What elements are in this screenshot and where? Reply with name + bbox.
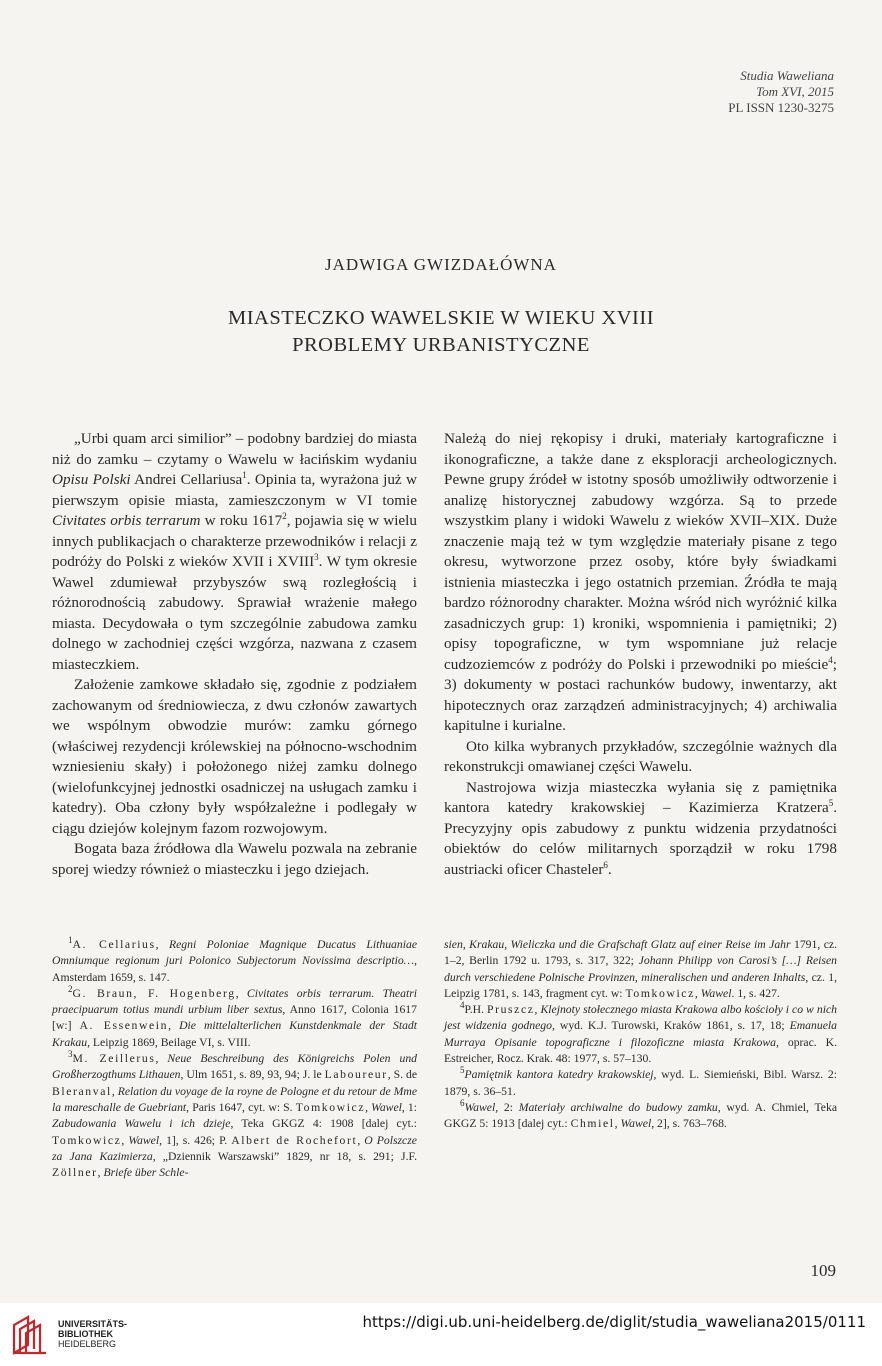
footnote-ref[interactable]: 5 — [828, 797, 834, 808]
right-column — [444, 429, 837, 880]
digitization-footer — [0, 1303, 882, 1366]
footnote-ref[interactable]: 6 — [603, 859, 608, 870]
paragraph: Bogata baza źródłowa dla Wawelu pozwala na zebranie sporej wiedzy również o miasteczku i jego dziejach. — [52, 840, 417, 878]
paragraph: „Urbi quam arci similior” – podobny bardziej do miasta niż do zamku – czytamy o Wawelu w łacińskim wydaniu Opisu Polski Andrei Cellariusa$^1$. Opinia ta, wyrażona już w pierwszym opisie miasta, zamieszczonym w VI tomie Civitates orbis terrarum w roku 1617$^2$, pojawia się w wielu innych publikacjach o charakterze przewodników i relacji z podróży do Polski z wieków XVII i XVIII$^3$. W tym okresie Wawel zdumiewał przybyszów swą rozległością i różnorodnością zabudowy. Sprawiał wrażenie małego miasta. Decydowała o tym szczególnie zabudowa zamku dolnego w zachodniej części wzgórza, nazwana z czasem miasteczkiem. — [52, 430, 417, 673]
paragraph: Oto kilka wybranych przykładów, szczególnie ważnych dla rekonstrukcji omawianej części Wawelu. — [444, 737, 837, 775]
journal-volume: Tom XVI, 2015 — [756, 84, 834, 99]
footnote: $^5$Pamiętnik kantora katedry krakowskiej, wyd. L. Siemieński, Bibl. Warsz. 2: 1879, s. 36–51. — [444, 1065, 837, 1098]
footnote: $^1$A. Cellarius, Regni Poloniae Magnique Ducatus Lithuaniae Omniumque regionum juri Polonico Subjectorum Novissima descriptio…, Amsterdam 1659, s. 147. — [52, 935, 418, 984]
footnote-continued: sien, Krakau, Wieliczka und die Grafschaft Glatz auf einer Reise im Jahr 1791, cz. 1–2, Berlin 1792 u. 1793, s. 317, 322; Johann Philipp von Carosi’s […] Reisen durch verschiedene Polnische Provinzen, mineralischen und anderen Inhalts, cz. 1, Leipzig 1781, s. 143, fragment cyt. w: Tomkowicz, Wawel. 1, s. 427. — [444, 938, 838, 1000]
permalink-url[interactable]: https://digi.ub.uni-heidelberg.de/diglit/studia_waweliana2015/0111 — [362, 1313, 866, 1331]
library-logo-icon[interactable] — [10, 1313, 52, 1357]
author-name: JADWIGA GWIZDAŁÓWNA — [325, 255, 557, 274]
journal-name: Studia Waweliana — [740, 68, 834, 83]
footnote-ref[interactable]: 1 — [242, 469, 247, 480]
footnote-ref[interactable]: 2 — [282, 510, 287, 521]
paragraph: Nastrojowa wizja miasteczka wyłania się z pamiętnika kantora katedry krakowskiej – Kazimierza Kratzera$^5$. Precyzyjny opis zabudowy z punktu widzenia przydatności obiektów do celów militarnych sporządził w roku 1798 austriacki oficer Chasteler$^6$. — [444, 778, 837, 878]
left-column — [52, 429, 417, 880]
footnote: $^3$M. Zeillerus, Neue Beschreibung des Königreichs Polen und Großherzogthums Lithauen, Ulm 1651, s. 89, 93, 94; J. le Laboureur, S. de Bleranval, Relation du voyage de la royne de Pologne et du retour de Mme la mareschalle de Guebriant, Paris 1647, cyt. w: S. Tomkowicz, Wawel, 1: Zabudowania Wawelu i ich dzieje, Teka GKGZ 4: 1908 [dalej cyt.: Tomkowicz, Wawel, 1], s. 426; P. Albert de Rochefort, O Polszcze za Jana Kazimierza, „Dziennik Warszawski” 1829, nr 18, s. 291; J.F. Zöllner, Briefe über Schle- — [52, 1049, 418, 1180]
footnote: $^6$Wawel, 2: Materiały archiwalne do budowy zamku, wyd. A. Chmiel, Teka GKGZ 5: 1913 [dalej cyt.: Chmiel, Wawel, 2], s. 763–768. — [444, 1098, 838, 1131]
library-name[interactable]: UNIVERSITÄTS- BIBLIOTHEK HEIDELBERG — [58, 1319, 128, 1349]
journal-issn: PL ISSN 1230-3275 — [728, 100, 834, 115]
paragraph: Założenie zamkowe składało się, zgodnie z podziałem zachowanym od średniowiecza, z dwu członów zawartych we wspólnym obwodzie murów: zamku górnego (właściwej rezydencji królewskiej na północno-wschodnim wzniesieniu skały) i położonego niżej zamku dolnego (wielofunkcyjnej jednostki osadniczej na usługach zamku i katedry). Oba człony były współzależne i podlegały w ciągu dziejów kolejnym fazom rozwojowym. — [52, 676, 417, 837]
footnote: $^2$G. Braun, F. Hogenberg, Civitates orbis terrarum. Theatri praecipuarum totius mundi urbium liber sextus, Anno 1617, Colonia 1617 [w:] A. Essenwein, Die mittelalterlichen Kunstdenkmale der Stadt Krakau, Leipzig 1869, Beilage VI, s. VIII. — [52, 984, 417, 1049]
footnotes-right — [444, 937, 837, 1133]
footnote-ref[interactable]: 4 — [828, 654, 833, 665]
title-line-2: PROBLEMY URBANISTYCZNE — [292, 334, 590, 356]
footnote: $^4$P.H. Pruszcz, Klejnoty stołecznego miasta Krakowa albo kościoły i co w nich jest widzenia godnego, wyd. K.J. Turowski, Kraków 1861, s. 17, 18; Emanuela Murraya Opisanie topograficzne i filozoficzne miasta Krakowa, oprac. K. Estreicher, Rocz. Krak. 48: 1977, s. 57–130. — [444, 1000, 837, 1066]
page-number: 109 — [810, 1261, 836, 1280]
footnotes-left — [52, 937, 417, 1181]
paragraph: Należą do niej rękopisy i druki, materiały kartograficzne i ikonograficzne, a także dane z eksploracji archeologicznych. Pewne grupy źródeł w istotny sposób umożliwiły odtworzenie i analizę historycznej zabudowy wzgórza. Są to przede wszystkim plany i widoki Wawelu z wieków XVII–XIX. Duże znaczenie mają też w tym względzie materiały pisane z tego okresu, wytworzone przez osoby, które były świadkami istnienia miasteczka i jego ostatnich przemian. Źródła te mają bardzo różnorodny charakter. Można wśród nich wyróżnić kilka zasadniczych grup: 1) kroniki, wspomnienia i pamiętniki; 2) opisy topograficzne, w tym wspomniane już relacje cudzoziemców z podróży do Polski i przewodniki po mieście$^4$; 3) dokumenty w postaci rachunków budowy, inwentarzy, akt hipotecznych oraz zarządzeń administracyjnych; 4) archiwalia kapitulne i kurialne. — [444, 430, 837, 734]
title-line-1: MIASTECZKO WAWELSKIE W WIEKU XVIII — [227, 307, 655, 329]
article-title — [0, 305, 882, 359]
journal-header — [728, 68, 834, 116]
footnote-ref[interactable]: 3 — [314, 551, 319, 562]
